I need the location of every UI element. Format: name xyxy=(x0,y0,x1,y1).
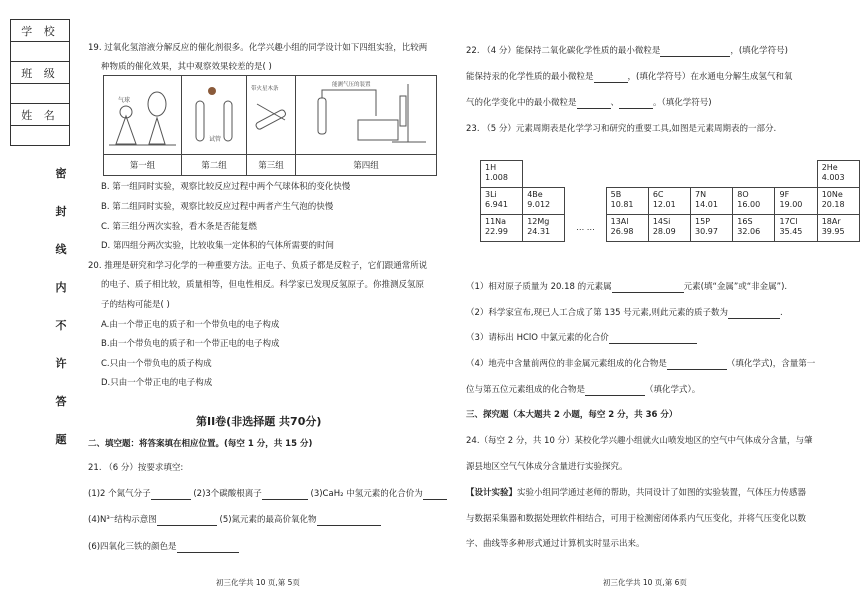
group2-label: 第二组 xyxy=(182,155,247,176)
answer-blank[interactable] xyxy=(151,490,191,500)
element-cell: 10Ne 20.18 xyxy=(817,188,859,215)
q22-line3: 气的化学变化中的最小微粒是 、 。（填化学符号) xyxy=(466,98,712,108)
answer-blank[interactable] xyxy=(609,334,697,344)
q21-item4: (4)N³⁻结构示意图 xyxy=(88,515,157,525)
q24-line2: 源县地区空气气体成分含量进行实验探究。 xyxy=(466,462,628,472)
q21-item3: (3)CaH₂ 中氢元素的化合价为 xyxy=(310,489,423,499)
answer-blank[interactable] xyxy=(262,490,308,500)
student-info-table xyxy=(10,19,70,146)
seal-char: 许 xyxy=(55,357,67,370)
q20-option: D.只由一个带正电的电子构成 xyxy=(101,378,213,388)
answer-blank[interactable] xyxy=(667,360,727,370)
answer-blank[interactable] xyxy=(594,73,628,83)
element-cell: 8O 16.00 xyxy=(733,188,775,215)
element-cell: 7N 14.01 xyxy=(691,188,733,215)
svg-text:气球: 气球 xyxy=(118,97,131,104)
page-footer-right: 初三化学共 10 页,第 6页 xyxy=(603,578,687,587)
class-field[interactable] xyxy=(11,84,70,104)
seal-char: 密 xyxy=(55,167,67,180)
q22-line2: 能保持汞的化学性质的最小微粒是 ，(填化学符号）在水通电分解生成氢气和氧 xyxy=(466,72,793,82)
element-cell: 18Ar 39.95 xyxy=(817,215,859,242)
answer-blank[interactable] xyxy=(317,516,381,526)
element-cell: 13Al 26.98 xyxy=(606,215,648,242)
q20-stem-3: 子的结构可能是( ) xyxy=(101,300,170,310)
answer-blank[interactable] xyxy=(423,490,447,500)
answer-blank[interactable] xyxy=(728,309,780,319)
lab-image-group2 xyxy=(182,76,247,155)
element-cell: 2He 4.003 xyxy=(817,161,859,188)
q23-part4: （4）地壳中含量前两位的非金属元素组成的化合物是 （填化学式)，含量第一 xyxy=(466,359,816,369)
q21-item6: (6)四氧化三铁的颜色是 xyxy=(88,542,177,552)
svg-text:试管: 试管 xyxy=(209,136,222,143)
svg-text:带火星木条: 带火星木条 xyxy=(251,86,279,92)
q23-part1: （1）相对原子质量为 20.18 的元素属 元素(填“金属”或“非金属”). xyxy=(466,282,788,292)
element-cell: 3Li 6.941 xyxy=(481,188,523,215)
q21-item2: (2)3个碳酸根离子 xyxy=(193,489,262,499)
element-cell: 6C 12.01 xyxy=(648,188,690,215)
element-cell: 4Be 9.012 xyxy=(523,188,565,215)
q19-option: C. 第三组分两次实验，看木条是否能复燃 xyxy=(101,222,257,232)
part2-title: 第II卷(非选择题 共70分) xyxy=(196,415,322,428)
seal-char: 不 xyxy=(55,319,67,332)
seal-char: 内 xyxy=(55,281,67,294)
periodic-table xyxy=(480,160,860,242)
answer-blank[interactable] xyxy=(585,386,645,396)
seal-char: 线 xyxy=(55,243,67,256)
answer-blank[interactable] xyxy=(619,99,653,109)
q20-option: B.由一个带负电的质子和一个带正电的电子构成 xyxy=(101,339,280,349)
balloon-flask-icon xyxy=(104,76,181,151)
name-field[interactable] xyxy=(11,126,70,146)
test-tube-icon xyxy=(182,76,246,151)
q19-option: B. 第一组同时实验，观察比较反应过程中两个气球体积的变化快慢 xyxy=(101,182,351,192)
element-cell: 17Cl 35.45 xyxy=(775,215,817,242)
ellipsis-cell: … … xyxy=(565,215,606,242)
q24-line1: 24.（每空 2 分，共 10 分）某校化学兴趣小组就火山喷发地区的空气中气体成分含量，与肇 xyxy=(466,436,813,446)
group4-label: 第四组 xyxy=(296,155,437,176)
q23-stem: 23. （5 分）元素周期表是化学学习和研究的重要工具,如图是元素周期表的一部分. xyxy=(466,124,777,134)
q23-part5: 位与第五位元素组成的化合物是 （填化学式）。 xyxy=(466,385,701,395)
wood-splint-icon xyxy=(247,76,295,151)
q20-option: A.由一个带正电的质子和一个带负电的电子构成 xyxy=(101,320,280,330)
q23-part3: （3）请标出 HClO 中氯元素的化合价 xyxy=(466,333,697,344)
page-footer-left: 初三化学共 10 页,第 5页 xyxy=(216,578,300,587)
element-cell: 16S 32.06 xyxy=(733,215,775,242)
experiment-figure-table xyxy=(103,75,437,176)
q19-option: B. 第二组同时实验，观察比较反应过程中两者产生气泡的快慢 xyxy=(101,202,334,212)
q21-item5: (5)氮元素的最高价氧化物 xyxy=(219,515,317,525)
section3-heading: 三、探究题（本大题共 2 小题，每空 2 分，共 36 分） xyxy=(466,410,678,420)
element-cell: 11Na 22.99 xyxy=(481,215,523,242)
lab-image-group3 xyxy=(247,76,296,155)
seal-char: 封 xyxy=(55,205,67,218)
q21-row2 xyxy=(88,515,381,526)
element-cell: 1H 1.008 xyxy=(481,161,523,188)
name-label: 姓 名 xyxy=(11,104,70,126)
answer-blank[interactable] xyxy=(577,99,611,109)
element-cell: 9F 19.00 xyxy=(775,188,817,215)
answer-blank[interactable] xyxy=(157,516,217,526)
q24-line3: 【设计实验】实验小组同学通过老师的帮助，共同设计了如图的实验装置，气体压力传感器 xyxy=(466,488,807,498)
school-label: 学 校 xyxy=(11,20,70,42)
seal-char: 题 xyxy=(55,433,67,446)
svg-text:能测气压的装置: 能测气压的装置 xyxy=(332,82,371,88)
q22-line1: 22. （4 分）能保持二氧化碳化学性质的最小微粒是 ，(填化学符号) xyxy=(466,46,788,56)
element-cell: 15P 30.97 xyxy=(691,215,733,242)
gas-collection-apparatus-icon xyxy=(296,76,436,151)
answer-blank[interactable] xyxy=(612,283,684,293)
q19-stem: 19. 过氧化氢溶液分解反应的催化剂很多。化学兴趣小组的同学设计如下四组实验，比较两 xyxy=(88,43,428,53)
lab-image-group4 xyxy=(296,76,437,155)
q20-option: C.只由一个带负电的质子构成 xyxy=(101,359,212,369)
school-field[interactable] xyxy=(11,42,70,62)
element-cell: 14Si 28.09 xyxy=(648,215,690,242)
q19-stem-2: 种物质的催化效果，其中观察效果较差的是( ) xyxy=(101,62,272,72)
q19-option: D. 第四组分两次实验，比较收集一定体积的气体所需要的时间 xyxy=(101,241,334,251)
q24-line5: 字、曲线等多种形式通过计算机实时显示出来。 xyxy=(466,539,645,549)
q21-row1 xyxy=(88,489,447,500)
answer-blank[interactable] xyxy=(177,543,239,553)
q24-line4: 与数据采集器和数据处理软件相结合，可用于检测密闭体系内气压变化，并将气压变化以数 xyxy=(466,514,807,524)
seal-char: 答 xyxy=(55,395,67,408)
group1-label: 第一组 xyxy=(104,155,182,176)
lab-image-group1 xyxy=(104,76,182,155)
q21-row3 xyxy=(88,542,239,553)
answer-blank[interactable] xyxy=(660,47,730,57)
element-cell: 12Mg 24.31 xyxy=(523,215,565,242)
q20-stem-2: 的电子、质子相比较，质量相等，但电性相反。科学家已发现反氢原子。你推测反氢原 xyxy=(101,280,425,290)
q21-item1: (1)2 个氮气分子 xyxy=(88,489,151,499)
q20-stem: 20. 推理是研究和学习化学的一种重要方法。正电子、负质子都是反粒子，它们跟通常所说 xyxy=(88,261,428,271)
class-label: 班 级 xyxy=(11,62,70,84)
section2-heading: 二、填空题：将答案填在相应位置。(每空 1 分，共 15 分) xyxy=(88,439,313,449)
q23-part2: （2）科学家宣布,现已人工合成了第 135 号元素,则此元素的质子数为 . xyxy=(466,308,783,318)
group3-label: 第三组 xyxy=(247,155,296,176)
q21-stem: 21. （6 分）按要求填空: xyxy=(88,463,184,473)
element-cell: 5B 10.81 xyxy=(606,188,648,215)
